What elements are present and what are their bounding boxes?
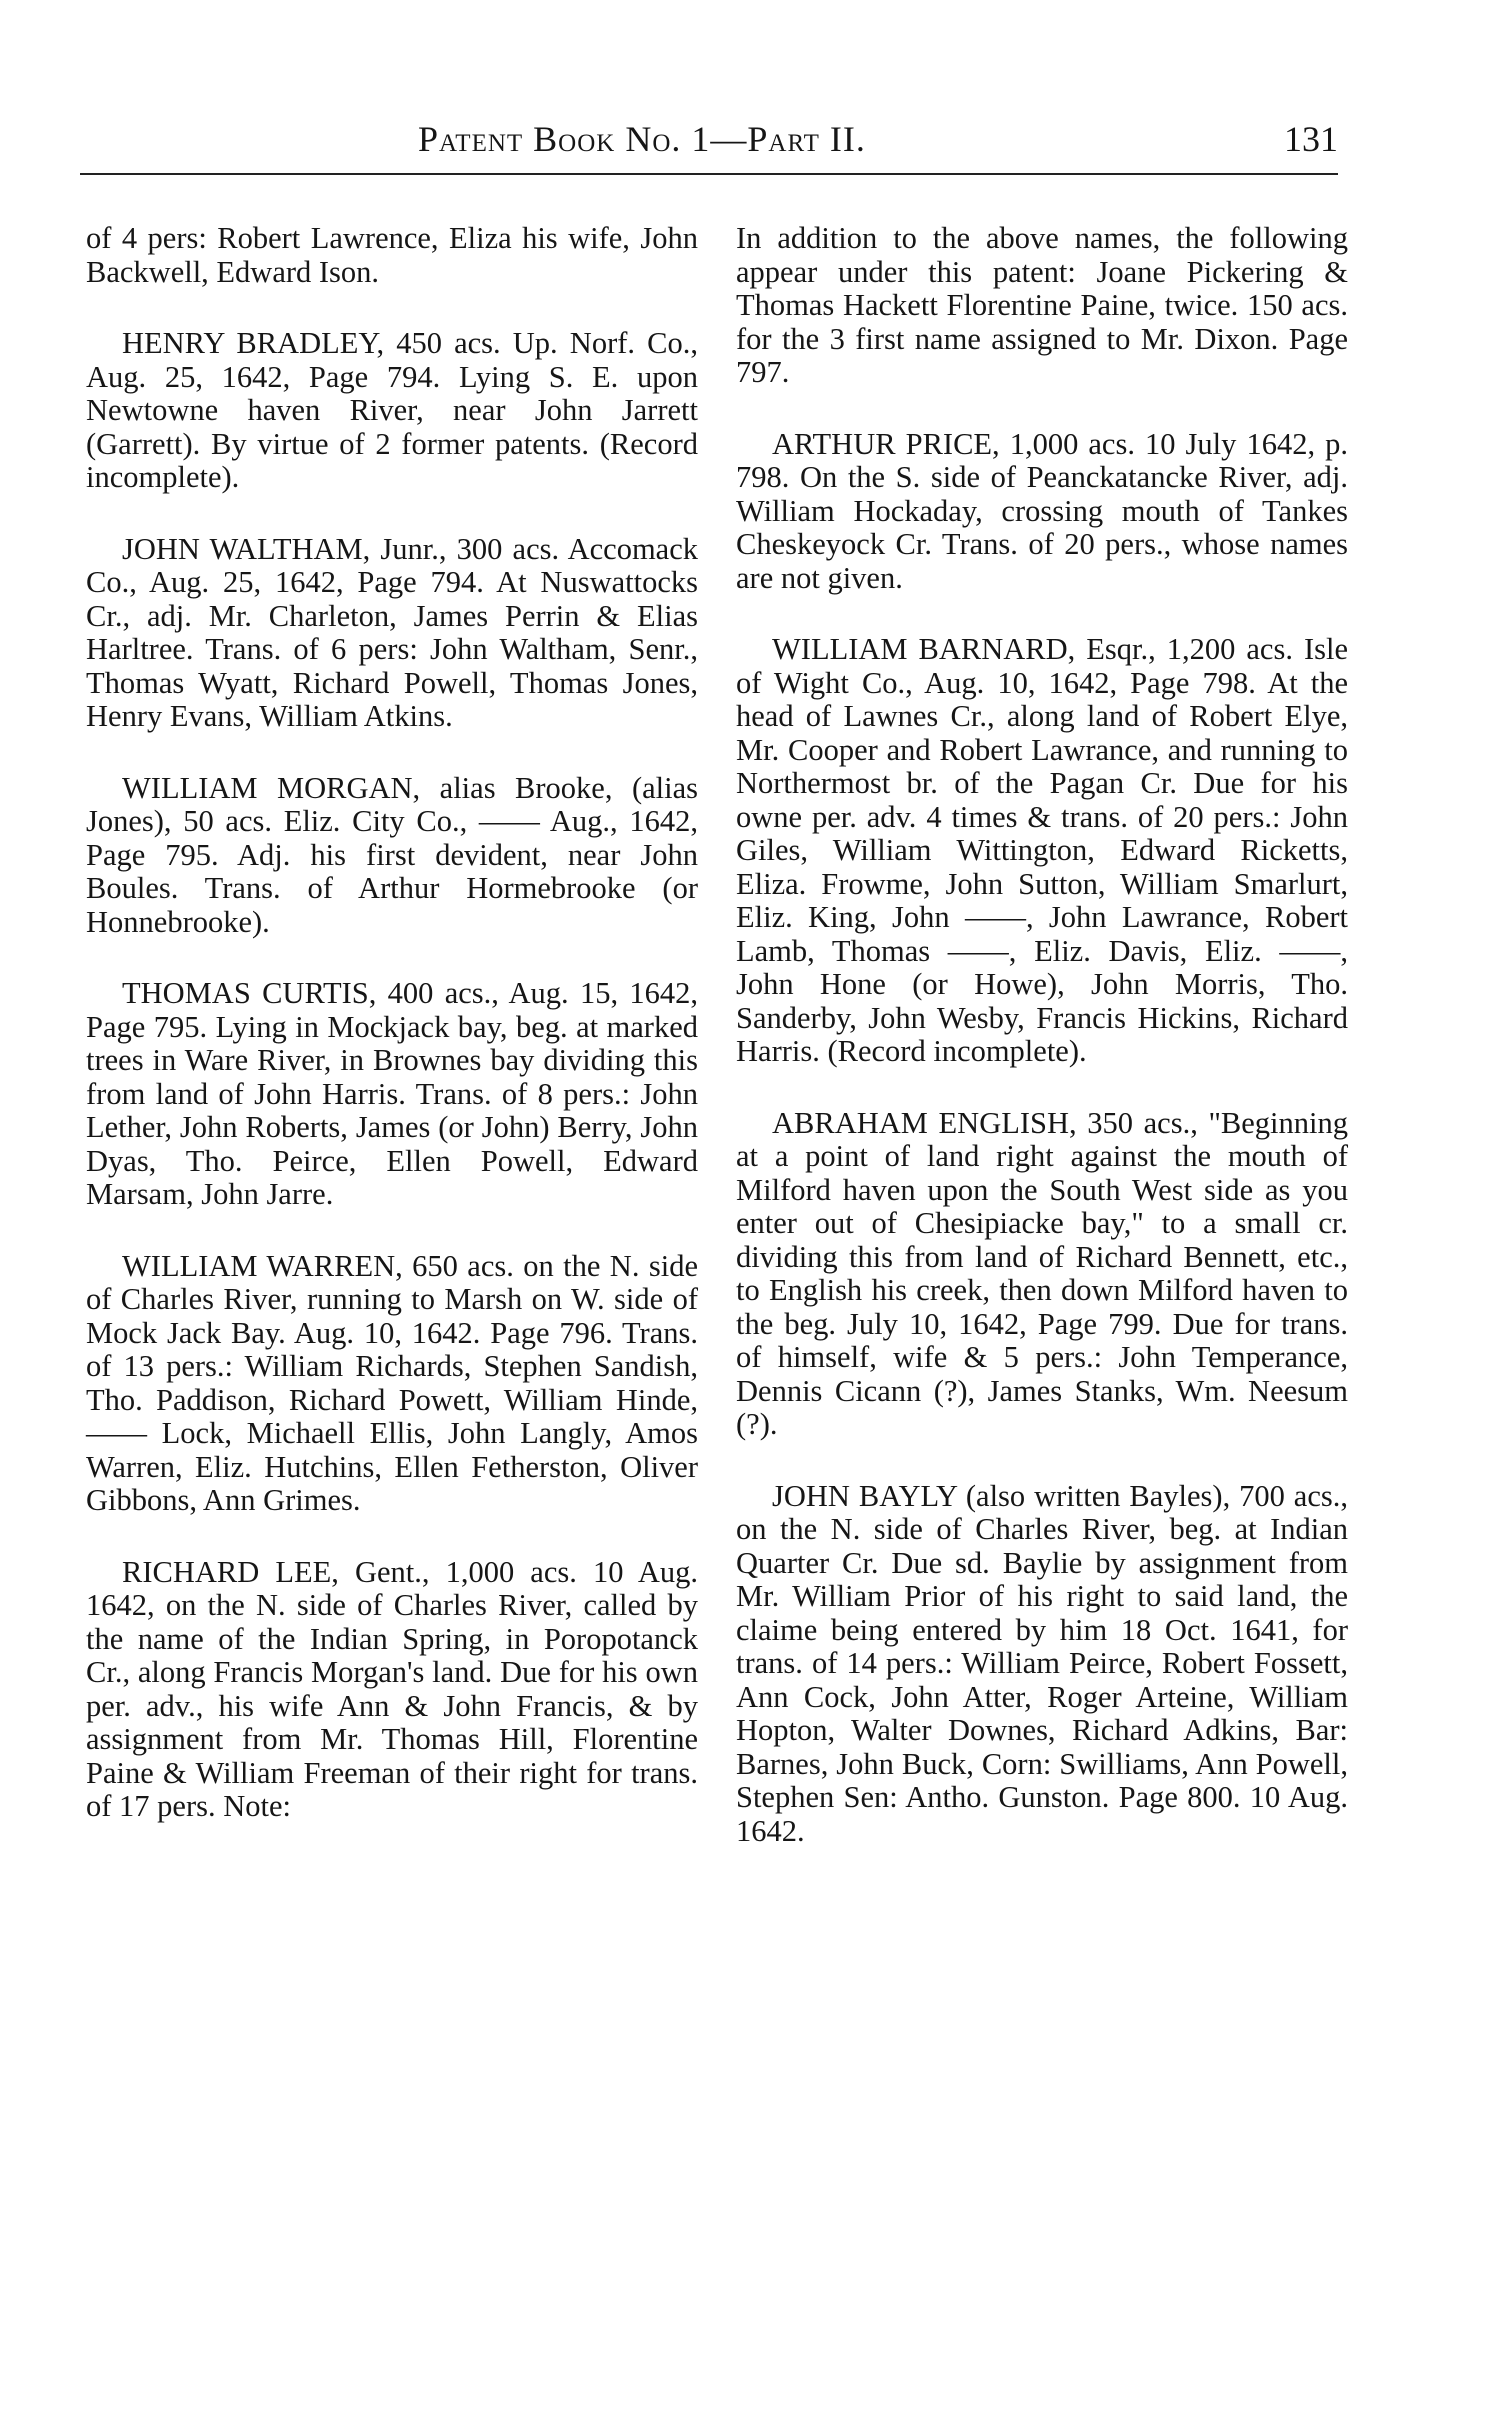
entry-continuation: of 4 pers: Robert Lawrence, Eliza his wife, John Backwell, Edward Ison. (86, 221, 698, 289)
header-rule (80, 173, 1338, 175)
entry-abraham-english: ABRAHAM ENGLISH, 350 acs., "Beginning at a point of land right against the mouth of Milford haven upon the South West side as you enter out of Chesipiacke bay," to a small cr. dividing this from land of Richard Bennett, etc., to English his creek, then down Milford haven to the beg. July 10, 1642, Page 799. Due for trans. of himself, wife & 5 pers.: John Temperance, Dennis Cicann (?), James Stanks, Wm. Neesum (?). (736, 1105, 1348, 1441)
entry-arthur-price: ARTHUR PRICE, 1,000 acs. 10 July 1642, p. 798. On the S. side of Peanckatancke River, adj. William Hockaday, crossing mouth of Tankes Cheskeyock Cr. Trans. of 20 pers., whose names are not given. (736, 426, 1348, 595)
running-title: Patent Book No. 1—Part II. (418, 119, 866, 159)
entry-william-warren: WILLIAM WARREN, 650 acs. on the N. side of Charles River, running to Marsh on W. side of Mock Jack Bay. Aug. 10, 1642. Page 796. Trans. of 13 pers.: William Richards, Stephen Sandish, Tho. Paddison, Richard Powett, William Hinde, —— Lock, Michaell Ellis, John Langly, Amos Warren, Eliz. Hutchins, Ellen Fetherston, Oliver Gibbons, Ann Grimes. (86, 1248, 698, 1517)
entry-richard-lee-note: In addition to the above names, the following appear under this patent: Joane Pickering & Thomas Hackett Florentine Paine, twice. 150 acs. for the 3 first name assigned to Mr. Dixon. Page 797. (736, 221, 1348, 389)
entry-thomas-curtis: THOMAS CURTIS, 400 acs., Aug. 15, 1642, Page 795. Lying in Mockjack bay, beg. at marked trees in Ware River, in Brownes bay dividing this from land of John Harris. Trans. of 8 pers.: John Lether, John Roberts, James (or John) Berry, John Dyas, Tho. Peirce, Ellen Powell, Edward Marsam, John Jarre. (86, 976, 698, 1211)
entry-henry-bradley: HENRY BRADLEY, 450 acs. Up. Norf. Co., Aug. 25, 1642, Page 794. Lying S. E. upon Newtowne haven River, near John Jarrett (Garrett). By virtue of 2 former patents. (Record incomplete). (86, 326, 698, 494)
entry-john-waltham: JOHN WALTHAM, Junr., 300 acs. Accomack Co., Aug. 25, 1642, Page 794. At Nuswattocks Cr., adj. Mr. Charleton, James Perrin & Elias Harltree. Trans. of 6 pers: John Waltham, Senr., Thomas Wyatt, Richard Powell, Thomas Jones, Henry Evans, William Atkins. (86, 531, 698, 733)
running-head (80, 118, 1338, 178)
entry-william-morgan: WILLIAM MORGAN, alias Brooke, (alias Jones), 50 acs. Eliz. City Co., —— Aug., 1642, Page 795. Adj. his first devident, near John Boules. Trans. of Arthur Hormebrooke (or Honnebrooke). (86, 770, 698, 939)
left-column (86, 222, 698, 1824)
right-column (736, 222, 1348, 1848)
entry-richard-lee: RICHARD LEE, Gent., 1,000 acs. 10 Aug. 1642, on the N. side of Charles River, called by the name of the Indian Spring, in Poropotanck Cr., along Francis Morgan's land. Due for his own per. adv., his wife Ann & John Francis, & by assignment from Mr. Thomas Hill, Florentine Paine & William Freeman of their right for trans. of 17 pers. Note: (86, 1554, 698, 1823)
page-number: 131 (1284, 119, 1338, 159)
entry-william-barnard: WILLIAM BARNARD, Esqr., 1,200 acs. Isle of Wight Co., Aug. 10, 1642, Page 798. At the head of Lawnes Cr., along land of Robert Elye, Mr. Cooper and Robert Lawrance, and running to Northermost br. of the Pagan Cr. Due for his owne per. adv. 4 times & trans. of 20 pers.: John Giles, William Wittington, Edward Ricketts, Eliza. Frowme, John Sutton, William Smarlurt, Eliz. King, John ——, John Lawrance, Robert Lamb, Thomas ——, Eliz. Davis, Eliz. ——, John Hone (or Howe), John Morris, Tho. Sanderby, John Wesby, Francis Hickins, Richard Harris. (Record incomplete). (736, 632, 1348, 1068)
entry-john-bayly: JOHN BAYLY (also written Bayles), 700 acs., on the N. side of Charles River, beg. at Indian Quarter Cr. Due sd. Baylie by assignment from Mr. William Prior of his right to said land, the claime being entered by him 18 Oct. 1641, for trans. of 14 pers.: William Peirce, Robert Fossett, Ann Cock, John Atter, Roger Arteine, William Hopton, Walter Downes, Richard Adkins, Bar: Barnes, John Buck, Corn: Swilliams, Ann Powell, Stephen Sen: Antho. Gunston. Page 800. 10 Aug. 1642. (736, 1478, 1348, 1848)
